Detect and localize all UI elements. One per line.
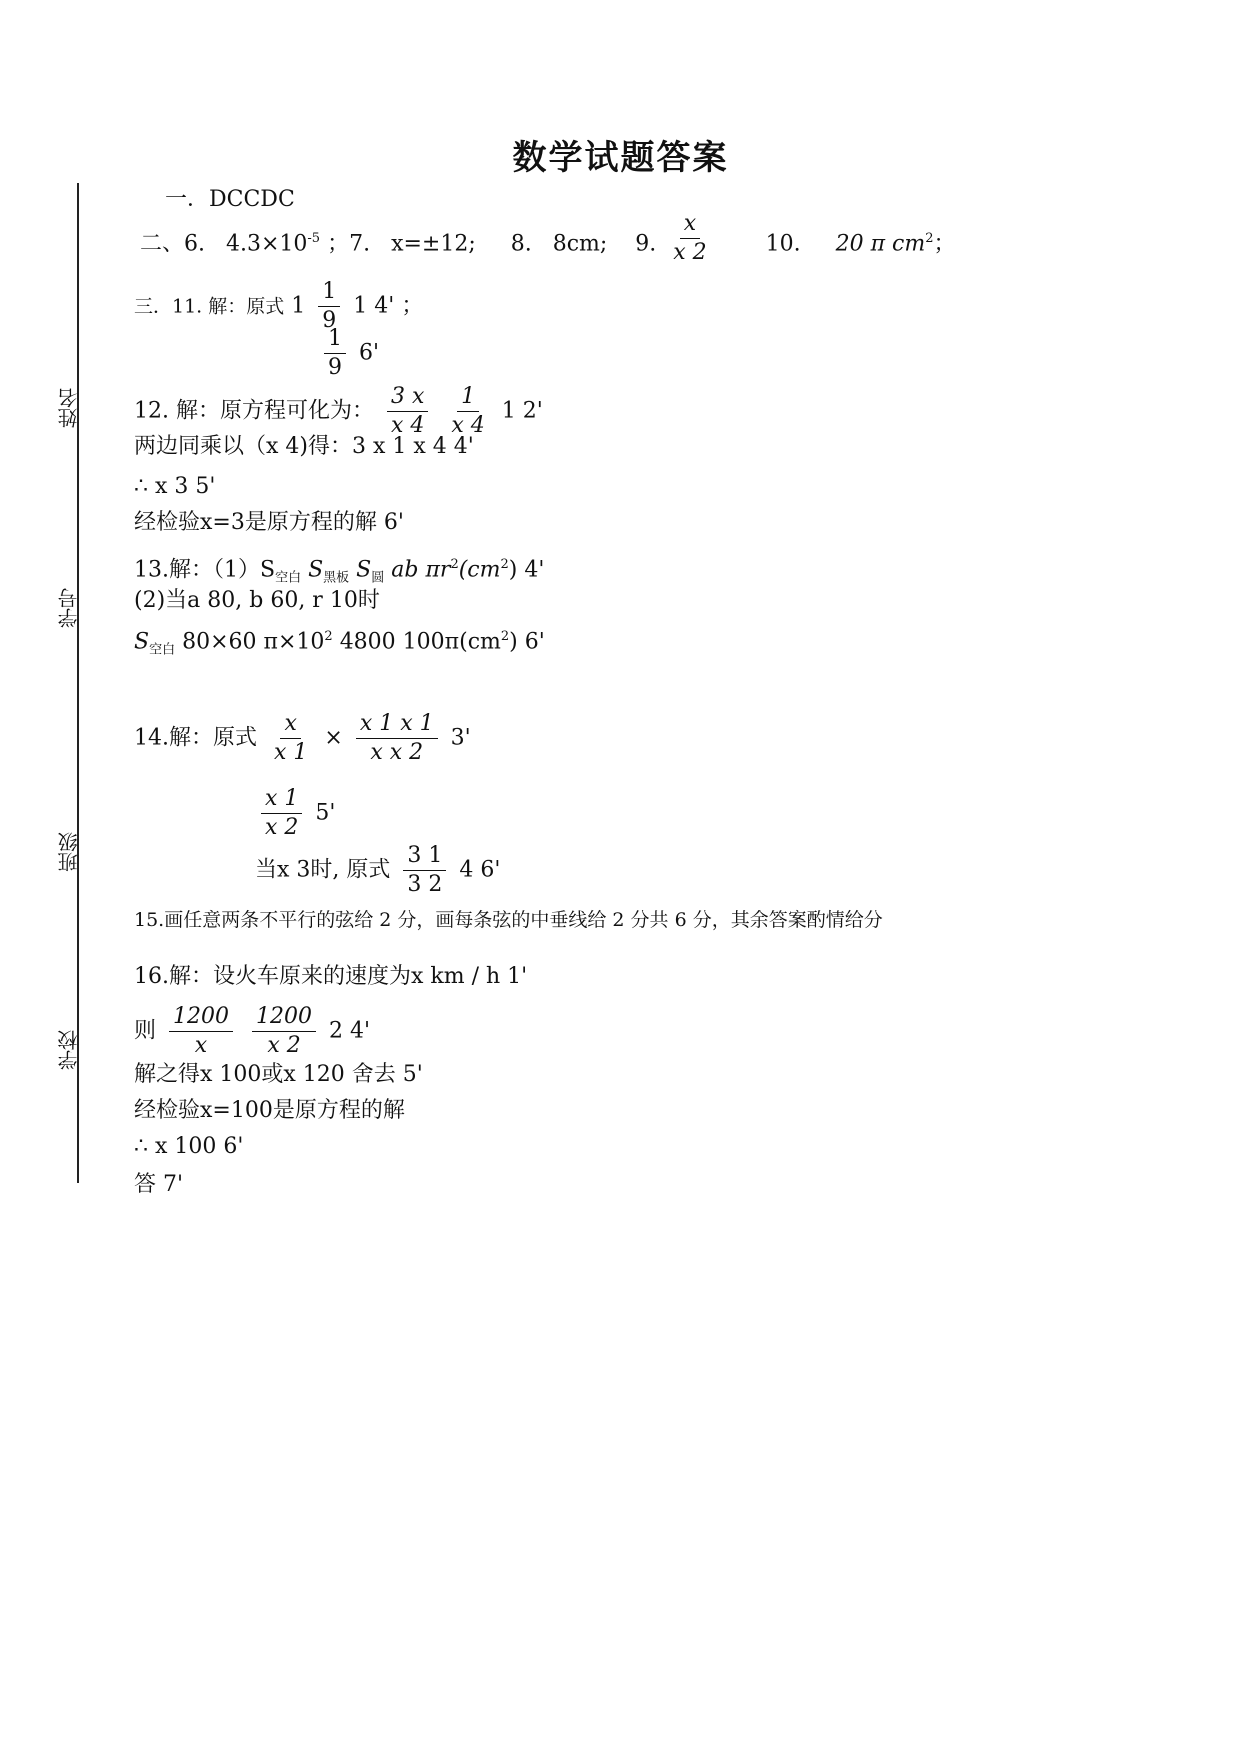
q14-score-2: 5' xyxy=(315,800,336,826)
q12-line-3: ∴ x 3 5' xyxy=(134,474,216,499)
q11-end: ； xyxy=(401,293,424,319)
q13-prefix: 13.解：（1）S xyxy=(134,557,276,583)
q11-numerator: 1 xyxy=(318,278,340,307)
q14-score-3: 4 6' xyxy=(459,857,501,883)
q13-calc: 80×60 π×10 xyxy=(182,629,325,655)
q16-line-5: ∴ x 100 6' xyxy=(134,1134,244,1159)
name-label: 姓名 xyxy=(57,388,81,428)
q14-line-2 xyxy=(255,785,335,842)
q14-fraction-2 xyxy=(356,710,438,767)
q14-f2-numerator: x 1 x 1 xyxy=(356,710,438,739)
q10-exponent: 2 xyxy=(925,231,934,247)
q9-fraction xyxy=(669,210,710,267)
q12-f1-numerator: 3 x xyxy=(387,383,428,412)
q13-score-1: ) 4' xyxy=(508,557,545,583)
q14-f1-denominator: x 1 xyxy=(274,740,308,765)
q9-numerator: x xyxy=(680,210,700,239)
q11-term: 1 xyxy=(291,293,306,319)
q14-times: × xyxy=(324,725,343,751)
q14-fraction-3 xyxy=(261,785,302,842)
q13-s-circle: S xyxy=(356,557,372,583)
q12-f2-denominator: x 4 xyxy=(451,413,485,438)
q12-f1-denominator: x 4 xyxy=(390,413,425,438)
q14-f4-numerator: 3 1 xyxy=(403,842,446,871)
q13-calc-2: 4800 100π(cm xyxy=(339,629,501,655)
q12-line-4: 经检验x=3是原方程的解 6' xyxy=(134,510,404,535)
student-number-label: 学号 xyxy=(57,588,81,628)
q11-denominator: 9 xyxy=(322,308,337,333)
q11-result-denominator: 9 xyxy=(328,355,342,380)
q11-rest: 1 4' xyxy=(353,293,395,319)
q13-sub-blank-2: 空白 xyxy=(149,642,176,658)
q12-f2-numerator: 1 xyxy=(457,383,479,412)
school-label: 学校 xyxy=(57,1030,81,1070)
q13-sub-circle: 圆 xyxy=(371,570,385,586)
q14-f3-denominator: x 2 xyxy=(265,815,299,840)
q14-fraction-4 xyxy=(403,842,446,899)
q13-exp-1: 2 xyxy=(450,557,459,572)
q16-line-3: 解之得x 100或x 120 舍去 5' xyxy=(134,1062,423,1087)
q13-score-2: ) 6' xyxy=(509,629,545,655)
q13-exp-4: 2 xyxy=(500,629,510,644)
q6-label: 二、6. xyxy=(140,231,205,257)
q14-f4-denominator: 3 2 xyxy=(407,872,443,897)
q10-label: 10. xyxy=(765,231,801,257)
q13-sub-board: 黑板 xyxy=(323,570,350,586)
q12-prefix: 12. 解：原方程可化为： xyxy=(134,398,374,424)
q16-f2-denominator: x 2 xyxy=(267,1033,301,1058)
q10-end: ； xyxy=(933,231,956,257)
q16-fraction-1 xyxy=(169,1003,233,1060)
q14-f1-numerator: x xyxy=(280,710,300,739)
q14-fraction-1 xyxy=(270,710,311,767)
q16-line-6: 答 7' xyxy=(134,1172,184,1197)
q13-expr: ab πr xyxy=(391,557,451,583)
q14-f2-denominator: x x 2 xyxy=(370,740,424,765)
q9-denominator: x 2 xyxy=(673,240,707,265)
q14-prefix: 14.解：原式 xyxy=(134,725,257,751)
q6-value: 4.3×10 xyxy=(225,231,308,257)
q13-exp-2: 2 xyxy=(500,557,509,572)
q10-value: 20 π cm xyxy=(835,231,926,257)
q11-result-numerator: 1 xyxy=(324,325,346,354)
q14-f3-numerator: x 1 xyxy=(261,785,302,814)
q11-score: 6' xyxy=(359,340,380,366)
q13-unit: (cm xyxy=(458,557,501,583)
q13-line-2: (2)当a 80, b 60, r 10时 xyxy=(134,588,380,613)
q11-line-1 xyxy=(134,278,423,335)
q8-label: 8. xyxy=(510,231,532,257)
q12-score-1: 1 2' xyxy=(501,398,543,424)
q16-score-2: 2 4' xyxy=(329,1018,371,1044)
q16-f1-denominator: x xyxy=(194,1033,208,1058)
q15-text: 15.画任意两条不平行的弦给 2 分，画每条弦的中垂线给 2 分共 6 分，其余答案酌情给分 xyxy=(134,909,883,931)
q6-exponent: -5 xyxy=(307,231,321,247)
page-title: 数学试题答案 xyxy=(512,138,729,178)
q7-value: x=±12; xyxy=(391,231,476,257)
q11-result-fraction xyxy=(324,325,346,382)
section-2-answers xyxy=(140,211,956,267)
q14-when: 当x 3时, 原式 xyxy=(255,857,391,883)
q14-score-1: 3' xyxy=(450,725,471,751)
q16-line-1: 16.解：设火车原来的速度为x km / h 1' xyxy=(134,964,528,989)
section-1-answers: 一．DCCDC xyxy=(165,187,295,212)
q16-line-2 xyxy=(134,1003,370,1060)
q9-label: 9. xyxy=(635,231,657,257)
q12-line-2: 两边同乘以（x 4)得：3 x 1 x 4 4' xyxy=(134,434,474,459)
q8-value: 8cm; xyxy=(552,231,608,257)
q14-line-1 xyxy=(134,710,471,767)
q13-sub-blank: 空白 xyxy=(275,570,302,586)
q13-s-board: S xyxy=(308,557,324,583)
q13-line-3 xyxy=(134,622,545,666)
class-label: 班级 xyxy=(57,832,81,872)
q7-label: ；7. xyxy=(327,231,371,257)
q11-line-2 xyxy=(318,325,379,382)
q16-then: 则 xyxy=(134,1018,157,1044)
q14-line-3 xyxy=(255,842,500,899)
q16-f2-numerator: 1200 xyxy=(252,1003,316,1032)
q16-line-4: 经检验x=100是原方程的解 xyxy=(134,1098,405,1123)
q11-prefix: 三．11. 解：原式 xyxy=(134,295,285,318)
q13-exp-3: 2 xyxy=(324,629,333,644)
q16-f1-numerator: 1200 xyxy=(169,1003,233,1032)
q16-fraction-2 xyxy=(252,1003,316,1060)
q13-s-blank-2: S xyxy=(134,629,150,655)
